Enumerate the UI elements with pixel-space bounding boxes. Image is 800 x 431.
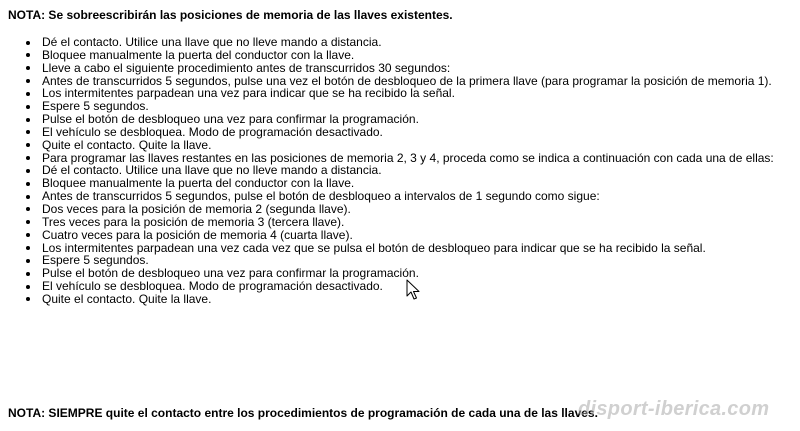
list-item: Lleve a cabo el siguiente procedimiento antes de transcurridos 30 segundos:	[42, 62, 790, 75]
list-item: Espere 5 segundos.	[42, 254, 790, 267]
list-item: Dé el contacto. Utilice una llave que no lleve mando a distancia.	[42, 164, 790, 177]
list-item: El vehículo se desbloquea. Modo de programación desactivado.	[42, 126, 790, 139]
list-item: Quite el contacto. Quite la llave.	[42, 293, 790, 306]
mouse-pointer-icon	[406, 279, 420, 301]
list-item: El vehículo se desbloquea. Modo de programación desactivado.	[42, 280, 790, 293]
list-item: Bloquee manualmente la puerta del conductor con la llave.	[42, 177, 790, 190]
list-item: Pulse el botón de desbloqueo una vez para confirmar la programación.	[42, 113, 790, 126]
list-item: Dé el contacto. Utilice una llave que no lleve mando a distancia.	[42, 36, 790, 49]
list-item: Antes de transcurridos 5 segundos, pulse una vez el botón de desbloqueo de la primera llave (para programar la posición de memoria 1).	[42, 75, 790, 88]
list-item: Para programar las llaves restantes en las posiciones de memoria 2, 3 y 4, proceda como se indica a continuación con cada una de ellas:	[42, 152, 790, 165]
list-item: Pulse el botón de desbloqueo una vez para confirmar la programación.	[42, 267, 790, 280]
list-item: Dos veces para la posición de memoria 2 (segunda llave).	[42, 203, 790, 216]
list-item: Tres veces para la posición de memoria 3 (tercera llave).	[42, 216, 790, 229]
watermark-text: disport-iberica.com	[578, 398, 770, 420]
list-item: Cuatro veces para la posición de memoria 4 (cuarta llave).	[42, 229, 790, 242]
list-item: Quite el contacto. Quite la llave.	[42, 139, 790, 152]
list-item: Los intermitentes parpadean una vez cada vez que se pulsa el botón de desbloqueo para indicar que se ha recibido la señal.	[42, 242, 790, 255]
list-item: Los intermitentes parpadean una vez para indicar que se ha recibido la señal.	[42, 87, 790, 100]
list-item: Bloquee manualmente la puerta del conductor con la llave.	[42, 49, 790, 62]
procedure-list	[0, 36, 790, 306]
note-warning-bottom: NOTA: SIEMPRE quite el contacto entre los procedimientos de programación de cada una de las llaves.	[8, 406, 598, 420]
note-warning-top: NOTA: Se sobreescribirán las posiciones de memoria de las llaves existentes.	[8, 8, 453, 22]
list-item: Espere 5 segundos.	[42, 100, 790, 113]
list-item: Antes de transcurridos 5 segundos, pulse el botón de desbloqueo a intervalos de 1 segundo como sigue:	[42, 190, 790, 203]
